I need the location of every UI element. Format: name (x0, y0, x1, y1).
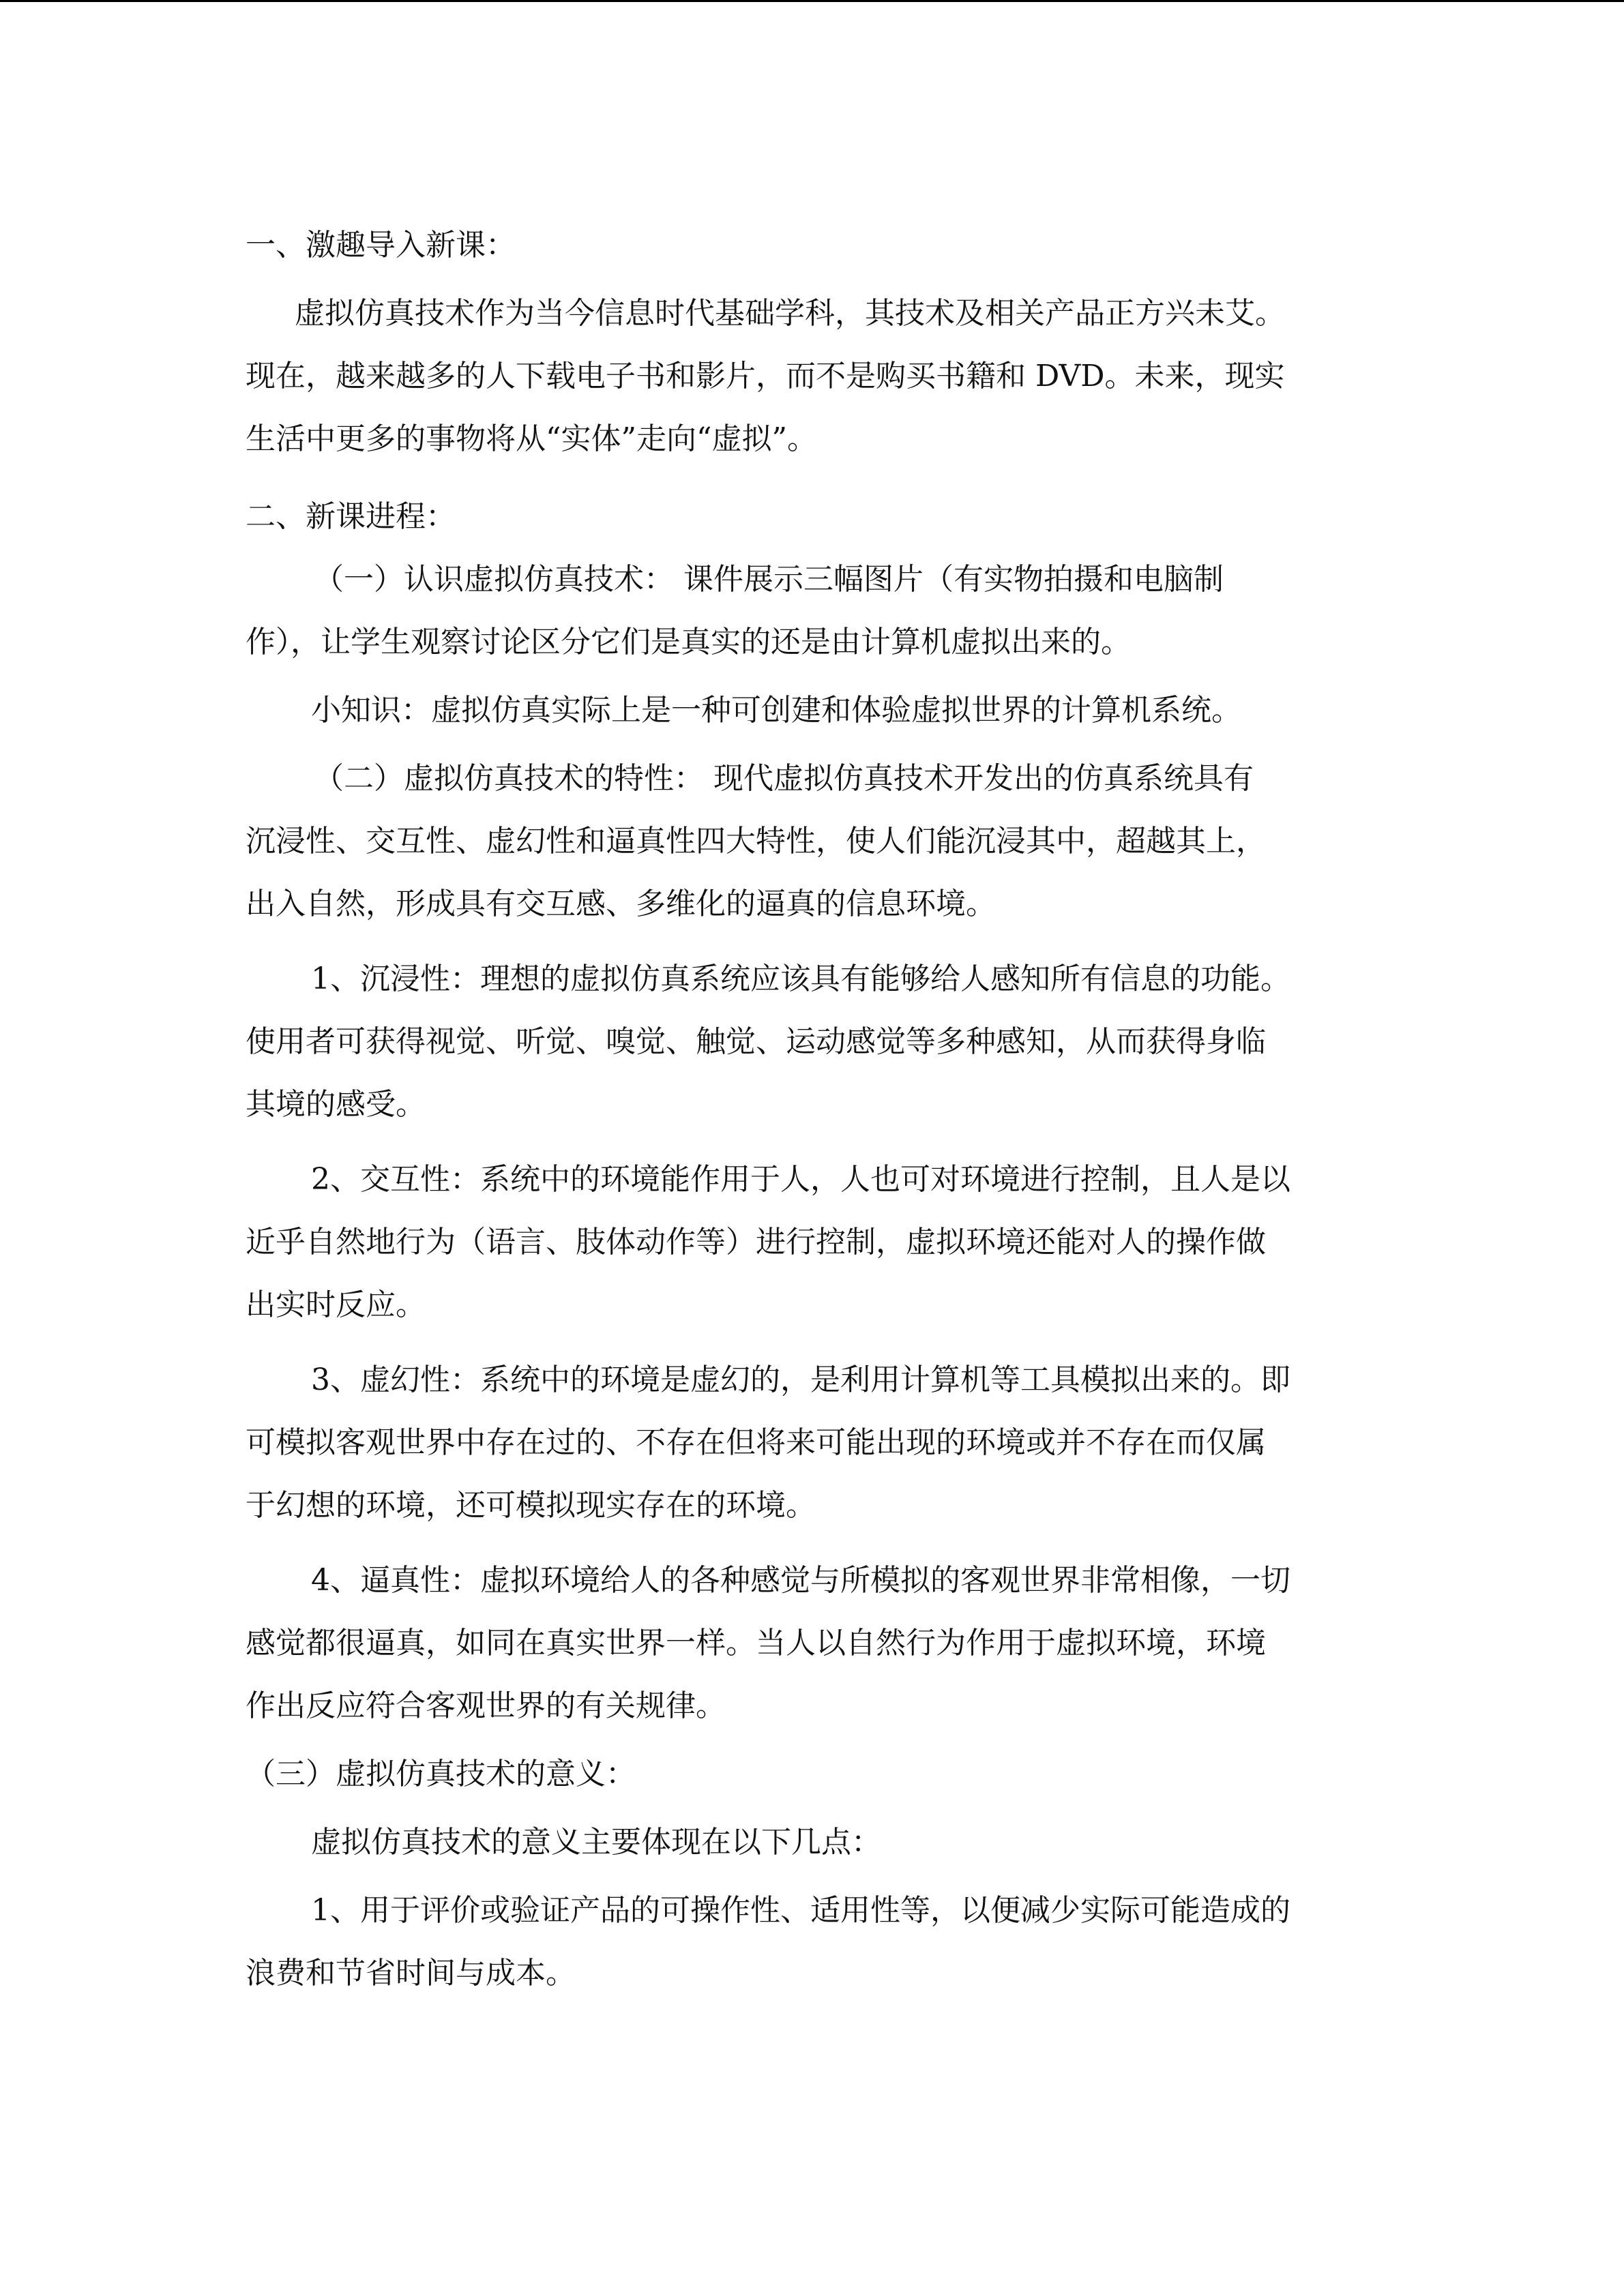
paragraph-line: 作出反应符合客观世界的有关规律。 (246, 1688, 726, 1723)
tip-line: 小知识：虚拟仿真实际上是一种可创建和体验虚拟世界的计算机系统。 (311, 693, 1241, 728)
paragraph-line: 其境的感受。 (246, 1087, 426, 1122)
feature-realism: 4、逼真性：虚拟环境给人的各种感觉与所模拟的客观世界非常相像，一切 (311, 1563, 1290, 1598)
paragraph-line: 使用者可获得视觉、听觉、嗅觉、触觉、运动感觉等多种感知，从而获得身临 (246, 1024, 1266, 1059)
feature-illusion: 3、虚幻性：系统中的环境是虚幻的，是利用计算机等工具模拟出来的。即 (311, 1362, 1290, 1397)
paragraph-line: 浪费和节省时间与成本。 (246, 1956, 576, 1991)
paragraph-line: 于幻想的环境，还可模拟现实存在的环境。 (246, 1488, 816, 1523)
paragraph-line: 沉浸性、交互性、虚幻性和逼真性四大特性，使人们能沉浸其中，超越其上， (246, 824, 1266, 859)
feature-immersion: 1、沉浸性：理想的虚拟仿真系统应该具有能够给人感知所有信息的功能。 (311, 961, 1290, 996)
heading-progress: 二、新课进程： (246, 499, 456, 534)
top-border-line (0, 0, 1624, 2)
section-one-line: （一）认识虚拟仿真技术： 课件展示三幅图片（有实物拍摄和电脑制 (314, 562, 1224, 597)
feature-interaction: 2、交互性：系统中的环境能作用于人，人也可对环境进行控制，且人是以 (311, 1162, 1290, 1197)
paragraph-line: 近乎自然地行为（语言、肢体动作等）进行控制，虚拟环境还能对人的操作做 (246, 1225, 1266, 1259)
section-three-heading: （三）虚拟仿真技术的意义： (246, 1757, 636, 1791)
paragraph-line: 出实时反应。 (246, 1287, 426, 1322)
paragraph-line: 可模拟客观世界中存在过的、不存在但将来可能出现的环境或并不存在而仅属 (246, 1425, 1266, 1460)
paragraph-line: 现在，越来越多的人下载电子书和影片，而不是购买书籍和 DVD。未来，现实 (246, 359, 1285, 393)
significance-item-1: 1、用于评价或验证产品的可操作性、适用性等，以便减少实际可能造成的 (311, 1893, 1290, 1928)
paragraph-line: 虚拟仿真技术的意义主要体现在以下几点： (311, 1825, 881, 1860)
paragraph-line: 作），让学生观察讨论区分它们是真实的还是由计算机虚拟出来的。 (246, 625, 1131, 659)
paragraph-line: 感觉都很逼真，如同在真实世界一样。当人以自然行为作用于虚拟环境，环境 (246, 1626, 1266, 1660)
paragraph-line: 出入自然，形成具有交互感、多维化的逼真的信息环境。 (246, 886, 996, 921)
paragraph-line: 生活中更多的事物将从“实体”走向“虚拟”。 (246, 421, 817, 456)
section-two-line: （二）虚拟仿真技术的特性： 现代虚拟仿真技术开发出的仿真系统具有 (314, 761, 1254, 796)
heading-intro: 一、激趣导入新课： (246, 228, 516, 263)
paragraph-line: 虚拟仿真技术作为当今信息时代基础学科，其技术及相关产品正方兴未艾。 (295, 296, 1285, 331)
